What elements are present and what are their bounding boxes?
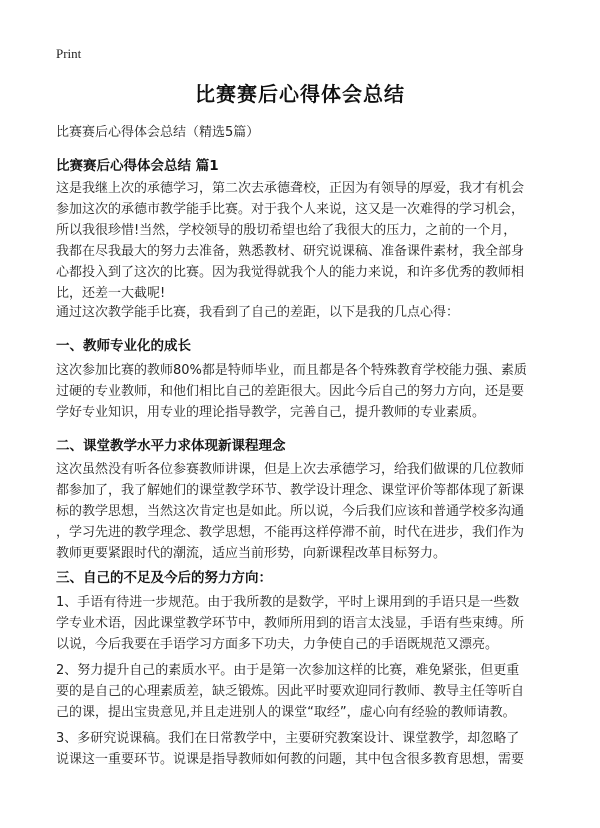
article-heading: 比赛赛后心得体会总结 篇1: [56, 158, 219, 174]
paragraph-line: 过硬的专业教师，和他们相比自己的差距很大。因此今后自己的努力方向，还是要: [56, 384, 525, 399]
paragraph-line: 通过这次教学能手比赛，我看到了自己的差距，以下是我的几点心得：: [56, 305, 460, 320]
paragraph-line: 心都投入到了这次的比赛。因为我觉得就我个人的能力来说，和许多优秀的教师相: [56, 265, 525, 280]
section-1-paragraph: [56, 360, 546, 423]
list-item-2: [56, 660, 546, 723]
list-item-1: [56, 592, 546, 655]
paragraph-line: 所以我很珍惜!当然，学校领导的殷切希望也给了我很大的压力，之前的一个月，: [56, 223, 517, 238]
paragraph-line: 我都在尽我最大的努力去准备，熟悉教材、研究说课稿、准备课件素材，我全部身: [56, 244, 525, 259]
paragraph-line: 参加这次的承德市教学能手比赛。对于我个人来说，这又是一次难得的学习机会，: [56, 202, 525, 217]
paragraph-line: 都参加了，我了解她们的课堂教学环节、教学设计理念、课堂评价等都体现了新课: [56, 483, 525, 498]
section-heading-3: 三、自己的不足及今后的努力方向：: [56, 570, 272, 586]
paragraph-summary: [56, 302, 546, 323]
section-heading-2: 二、课堂教学水平力求体现新课程理念: [56, 438, 286, 454]
paragraph-line: 标的教学思想，当然这次肯定也是如此。所以说，今后我们应该和普通学校多沟通: [56, 504, 525, 519]
paragraph-line: 2、努力提升自己的素质水平。由于是第一次参加这样的比赛，难免紧张，但更重: [56, 663, 520, 678]
page-subtitle: 比赛赛后心得体会总结（精选5篇）: [56, 125, 260, 140]
paragraph-intro: [56, 178, 546, 304]
page-title: 比赛赛后心得体会总结: [195, 82, 405, 106]
print-link[interactable]: Print: [56, 46, 82, 61]
paragraph-line: 比，还差一大截呢!: [56, 286, 166, 301]
paragraph-line: 这是我继上次的承德学习，第二次去承德聋校，正因为有领导的厚爱，我才有机会: [56, 181, 525, 196]
paragraph-line: 教师更要紧跟时代的潮流，适应当前形势，向新课程改革目标努力。: [56, 546, 447, 561]
paragraph-line: ，学习先进的教学理念、教学思想，不能再这样停滞不前，时代在进步，我们作为: [56, 525, 525, 540]
paragraph-line: 要的是自己的心理素质差，缺乏锻炼。因此平时要欢迎同行教师、教导主任等听自: [56, 684, 525, 699]
paragraph-line: 学好专业知识，用专业的理论指导教学，完善自己，提升教师的专业素质。: [56, 405, 486, 420]
paragraph-line: 己的课，提出宝贵意见,并且走进别人的课堂“取经”，虚心向有经验的教师请教。: [56, 705, 516, 720]
list-item-3: [56, 728, 546, 770]
paragraph-line: 这次虽然没有听各位参赛教师讲课，但是上次去承德学习，给我们做课的几位教师: [56, 462, 525, 477]
section-heading-1: 一、教师专业化的成长: [56, 338, 191, 354]
paragraph-line: 说课这一重要环节。说课是指导教师如何教的问题，其中包含很多教育思想，需要: [56, 752, 525, 767]
paragraph-line: 1、手语有待进一步规范。由于我所教的是数学，平时上课用到的手语只是一些数: [56, 595, 520, 610]
paragraph-line: 以说，今后我要在手语学习方面多下功夫，力争使自己的手语既规范又漂亮。: [56, 637, 499, 652]
paragraph-line: 3、多研究说课稿。我们在日常教学中，主要研究教案设计、课堂教学，却忽略了: [56, 731, 520, 746]
paragraph-line: 学专业术语，因此课堂教学环节中，教师所用到的语言太浅显，手语有些束缚。所: [56, 616, 525, 631]
section-2-paragraph: [56, 459, 546, 564]
paragraph-line: 这次参加比赛的教师80%都是特师毕业，而且都是各个特殊教育学校能力强、素质: [56, 363, 527, 378]
